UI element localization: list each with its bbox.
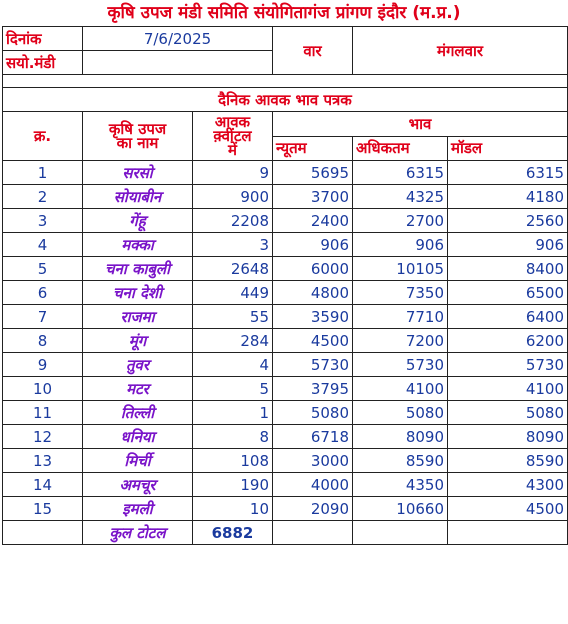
arrival-cell: 108 [193,449,273,473]
min-price-cell: 4800 [273,281,353,305]
table-row [3,233,568,257]
arrival-cell: 1 [193,401,273,425]
modal-price-cell: 5080 [448,401,568,425]
crop-name-cell: सरसो [83,161,193,185]
crop-name-cell: इमली [83,497,193,521]
name-header-line1: कृषि उपज [108,120,167,138]
serial-cell: 3 [3,209,83,233]
arrival-cell: 284 [193,329,273,353]
table-row [3,497,568,521]
serial-cell: 10 [3,377,83,401]
mandi-blank [83,51,273,75]
max-price-cell: 5080 [353,401,448,425]
crop-name-cell: चना देशी [83,281,193,305]
modal-price-cell: 4180 [448,185,568,209]
crop-name-cell: राजमा [83,305,193,329]
modal-price-cell: 6315 [448,161,568,185]
col-min-header: न्यूतम [273,136,353,161]
arrival-cell: 9 [193,161,273,185]
min-price-cell: 5080 [273,401,353,425]
table-row [3,257,568,281]
table-row [3,209,568,233]
arrival-header-line1: आवक [214,113,251,131]
mandi-label: सयो.मंडी [3,51,83,75]
name-header-line2: का नाम [116,134,159,152]
price-header: भाव [273,112,568,137]
crop-name-cell: तुवर [83,353,193,377]
min-price-cell: 5695 [273,161,353,185]
modal-price-cell: 4100 [448,377,568,401]
table-row [3,353,568,377]
table-row [3,401,568,425]
modal-price-cell: 4300 [448,473,568,497]
modal-price-cell: 8590 [448,449,568,473]
max-price-cell: 906 [353,233,448,257]
modal-price-cell: 5730 [448,353,568,377]
day-label: वार [273,27,353,75]
serial-cell: 6 [3,281,83,305]
arrival-header-line2: क़्वींटल [213,127,252,145]
header-row-1 [3,112,568,137]
crop-name-cell: अमचूर [83,473,193,497]
max-price-cell: 4100 [353,377,448,401]
modal-price-cell: 6400 [448,305,568,329]
max-price-cell: 8590 [353,449,448,473]
arrival-cell: 449 [193,281,273,305]
arrival-cell: 5 [193,377,273,401]
max-price-cell: 7710 [353,305,448,329]
crop-name-cell: मक्का [83,233,193,257]
sheet-title: दैनिक आवक भाव पत्रक [3,88,568,112]
table-row [3,161,568,185]
date-label: दिनांक [3,27,83,51]
min-price-cell: 5730 [273,353,353,377]
serial-cell: 13 [3,449,83,473]
min-price-cell: 4500 [273,329,353,353]
arrival-header-line3: में [228,141,237,159]
total-label: कुल टोटल [83,521,193,545]
table-row [3,377,568,401]
sheet-title-row [3,88,568,112]
serial-cell: 11 [3,401,83,425]
table-row [3,281,568,305]
max-price-cell: 2700 [353,209,448,233]
max-price-cell: 7350 [353,281,448,305]
max-price-cell: 4350 [353,473,448,497]
min-price-cell: 6718 [273,425,353,449]
serial-cell: 15 [3,497,83,521]
min-price-cell: 3590 [273,305,353,329]
total-blank [3,521,83,545]
table-row [3,425,568,449]
crop-name-cell: सोयाबीन [83,185,193,209]
crop-name-cell: गेंहू [83,209,193,233]
min-price-cell: 906 [273,233,353,257]
max-price-cell: 4325 [353,185,448,209]
arrival-cell: 10 [193,497,273,521]
crop-name-cell: मूंग [83,329,193,353]
serial-cell: 9 [3,353,83,377]
max-price-cell: 5730 [353,353,448,377]
min-price-cell: 2090 [273,497,353,521]
modal-price-cell: 4500 [448,497,568,521]
max-price-cell: 7200 [353,329,448,353]
crop-name-cell: मिर्ची [83,449,193,473]
col-max-header: अधिकतम [353,136,448,161]
total-row [3,521,568,545]
serial-cell: 5 [3,257,83,281]
table-row [3,449,568,473]
col-name-header [83,112,193,161]
arrival-cell: 4 [193,353,273,377]
modal-price-cell: 6200 [448,329,568,353]
rate-table [2,26,568,545]
serial-cell: 12 [3,425,83,449]
crop-name-cell: धनिया [83,425,193,449]
blank-row [3,75,568,88]
min-price-cell: 3000 [273,449,353,473]
serial-cell: 8 [3,329,83,353]
crop-name-cell: मटर [83,377,193,401]
min-price-cell: 6000 [273,257,353,281]
total-empty-cell [448,521,568,545]
col-arrival-header [193,112,273,161]
min-price-cell: 3795 [273,377,353,401]
spacer-cell [3,75,568,88]
date-row [3,27,568,51]
total-empty-cell [353,521,448,545]
max-price-cell: 6315 [353,161,448,185]
arrival-cell: 900 [193,185,273,209]
date-value: 7/6/2025 [83,27,273,51]
max-price-cell: 10105 [353,257,448,281]
serial-cell: 2 [3,185,83,209]
table-row [3,185,568,209]
modal-price-cell: 6500 [448,281,568,305]
modal-price-cell: 8400 [448,257,568,281]
table-row [3,305,568,329]
max-price-cell: 8090 [353,425,448,449]
arrival-cell: 2648 [193,257,273,281]
col-serial-header: क्र. [3,112,83,161]
min-price-cell: 4000 [273,473,353,497]
modal-price-cell: 906 [448,233,568,257]
total-value: 6882 [193,521,273,545]
crop-name-cell: तिल्ली [83,401,193,425]
arrival-cell: 55 [193,305,273,329]
serial-cell: 1 [3,161,83,185]
serial-cell: 14 [3,473,83,497]
serial-cell: 4 [3,233,83,257]
sheet-heading: कृषि उपज मंडी समिति संयोगितागंज प्रांगण इंदौर (म.प्र.) [107,3,461,23]
serial-cell: 7 [3,305,83,329]
max-price-cell: 10660 [353,497,448,521]
crop-name-cell: चना काबुली [83,257,193,281]
day-value: मंगलवार [353,27,568,75]
arrival-cell: 8 [193,425,273,449]
table-row [3,329,568,353]
col-modal-header: मॉडल [448,136,568,161]
total-empty-cell [273,521,353,545]
arrival-cell: 190 [193,473,273,497]
table-row [3,473,568,497]
min-price-cell: 3700 [273,185,353,209]
arrival-cell: 3 [193,233,273,257]
modal-price-cell: 8090 [448,425,568,449]
min-price-cell: 2400 [273,209,353,233]
arrival-cell: 2208 [193,209,273,233]
modal-price-cell: 2560 [448,209,568,233]
